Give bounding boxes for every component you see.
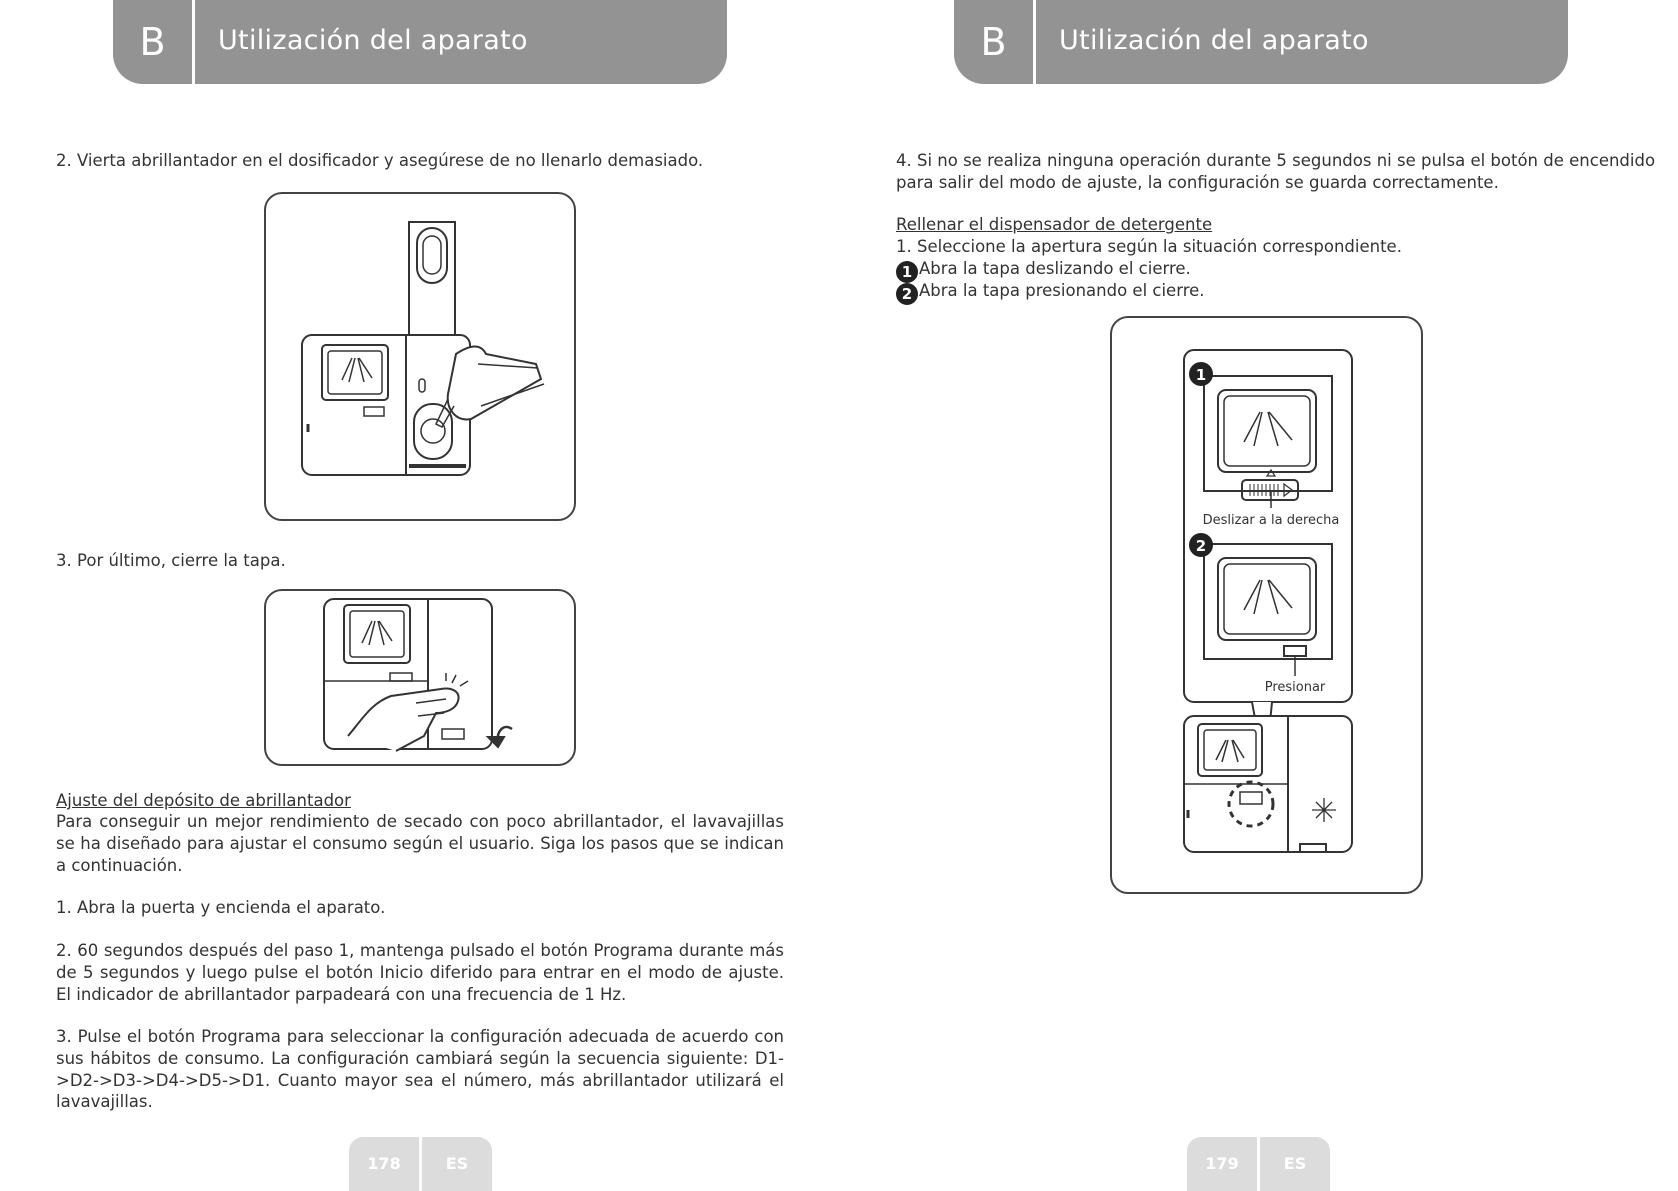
section-header (954, 0, 1568, 84)
option-1-text: Abra la tapa deslizando el cierre. (919, 259, 1191, 278)
figure-badge-1: 1 (1195, 366, 1207, 384)
page-number: 179 (1187, 1137, 1257, 1191)
language-code: ES (422, 1137, 492, 1191)
language-code: ES (1260, 1137, 1330, 1191)
option-2 (896, 280, 1656, 305)
close-lid-illustration (264, 589, 576, 766)
intro-paragraph: Para conseguir un mejor rendimiento de secado con poco abrillantador, el lavavajillas se ha diseñado para ajustar el consumo según el usuario. Siga los pasos que se indican a continuación. (56, 812, 784, 875)
item-1-text: 1. Abra la puerta y encienda el aparato. (56, 898, 386, 917)
item-3-text: 3. Pulse el botón Programa para seleccionar la configuración adecuada de acuerdo con sus hábitos de consumo. La configuración cambiará según la secuencia siguiente: D1->D2->D3->D4->D5->D1. Cuanto mayor sea el número, más abrillantador utilizará el lavavajillas. (56, 1027, 784, 1112)
rinse-aid-pour-illustration (264, 192, 576, 521)
detergent-dispenser-illustration (1110, 316, 1423, 894)
step-2-text: 2. Vierta abrillantador en el dosificador y asegúrese de no llenarlo demasiado. (56, 151, 704, 170)
page-footer (1187, 1137, 1330, 1191)
step-3-text: 3. Por último, cierre la tapa. (56, 551, 286, 570)
section-heading: Rellenar el dispensador de detergente (896, 215, 1213, 234)
section-letter: B (139, 20, 166, 64)
section-letter: B (980, 20, 1007, 64)
right-page (839, 0, 1678, 1191)
number-2-badge: 2 (896, 283, 918, 305)
section-header (113, 0, 727, 84)
section-title: Utilización del aparato (218, 25, 528, 56)
figure-badge-2: 2 (1195, 537, 1207, 555)
section-heading: Ajuste del depósito de abrillantador (56, 791, 351, 810)
page-number: 178 (349, 1137, 419, 1191)
item-2-text: 2. 60 segundos después del paso 1, mantenga pulsado el botón Programa durante más de 5 segundos y luego pulse el botón Inicio diferido para entrar en el modo de ajuste. El indicador de abrillantador parpadeará con una frecuencia de 1 Hz. (56, 941, 784, 1004)
item-1-text: 1. Seleccione la apertura según la situación correspondiente. (896, 237, 1402, 256)
press-label: Presionar (1264, 680, 1326, 695)
option-2-text: Abra la tapa presionando el cierre. (919, 281, 1205, 300)
number-1-badge: 1 (896, 261, 918, 283)
page-footer (349, 1137, 492, 1191)
slide-right-label: Deslizar a la derecha (1202, 513, 1340, 528)
section-title: Utilización del aparato (1059, 25, 1369, 56)
step-4-text: 4. Si no se realiza ninguna operación durante 5 segundos ni se pulsa el botón de encendido para salir del modo de ajuste, la configuración se guarda correctamente. (896, 151, 1656, 192)
